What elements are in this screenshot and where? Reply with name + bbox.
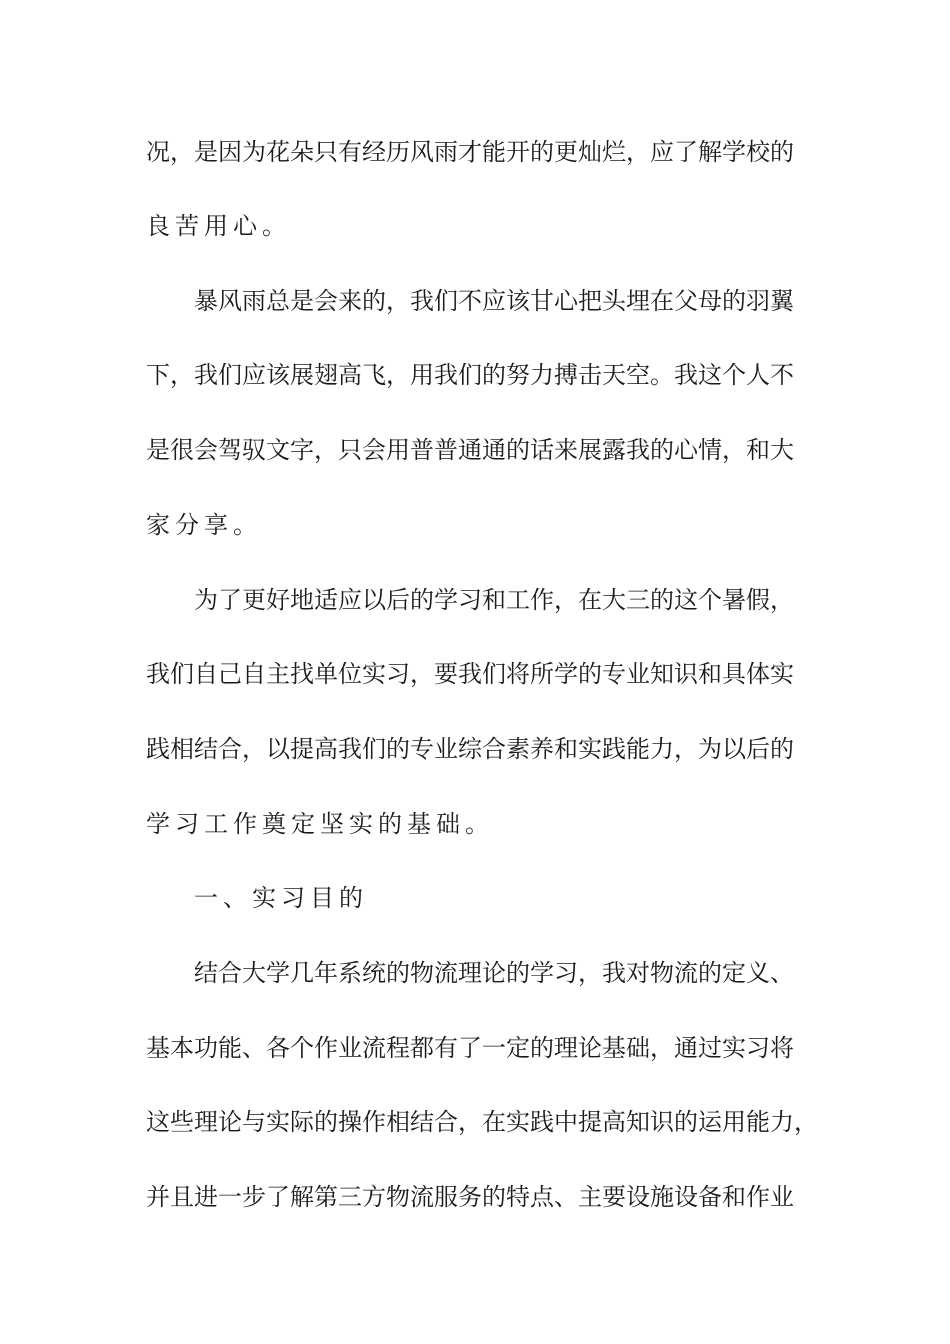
text-line: 这些理论与实际的操作相结合，在实践中提高知识的运用能力， [146,1108,818,1136]
text-line: 践相结合，以提高我们的专业综合素养和实践能力，为以后的 [146,735,794,763]
paragraph-first-line: 为了更好地适应以后的学习和工作，在大三的这个暑假， [194,586,794,614]
text-line: 我们自己自主找单位实习，要我们将所学的专业知识和具体实 [146,660,794,688]
text-line: 学习工作奠定坚实的基础。 [146,810,494,838]
section-heading: 一、实习目的 [194,884,368,912]
text-line: 良苦用心。 [146,212,291,240]
paragraph-first-line: 暴风雨总是会来的，我们不应该甘心把头埋在父母的羽翼 [194,287,794,315]
text-line: 基本功能、各个作业流程都有了一定的理论基础，通过实习将 [146,1034,794,1062]
text-line: 下，我们应该展翅高飞，用我们的努力搏击天空。我这个人不 [146,361,794,389]
paragraph-first-line: 结合大学几年系统的物流理论的学习，我对物流的定义、 [194,959,794,987]
text-line: 是很会驾驭文字，只会用普普通通的话来展露我的心情，和大 [146,436,794,464]
text-line: 家分享。 [146,511,262,539]
text-line: 并且进一步了解第三方物流服务的特点、主要设施设备和作业 [146,1183,794,1211]
text-line: 况，是因为花朵只有经历风雨才能开的更灿烂，应了解学校的 [146,138,794,166]
